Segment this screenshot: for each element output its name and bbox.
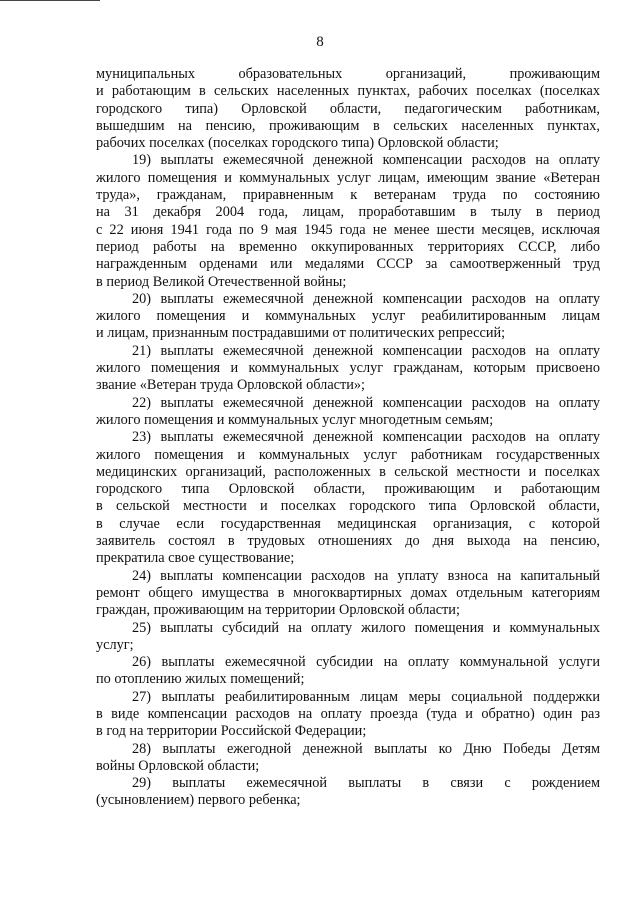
text-line: (усыновлением) первого ребенка; <box>96 792 301 809</box>
text-line: 24) выплаты компенсации расходов на уплату взноса на капитальный <box>132 567 600 584</box>
text-line: период работы на временно оккупированных территориях СССР, либо <box>96 238 600 255</box>
text-line: 25) выплаты субсидий на оплату жилого помещения и коммунальных <box>132 619 600 636</box>
text-line: прекратила свое существование; <box>96 550 295 567</box>
text-line: жилого помещения и коммунальных услуг многодетным семьям; <box>96 411 494 428</box>
text-line: 23) выплаты ежемесячной денежной компенсации расходов на оплату <box>132 429 600 446</box>
text-line: услуг; <box>96 636 134 653</box>
text-line: 20) выплаты ежемесячной денежной компенсации расходов на оплату <box>132 290 600 307</box>
text-line: в год на территории Российской Федерации; <box>96 723 367 740</box>
text-line: по отоплению жилых помещений; <box>96 671 305 688</box>
text-line: жилого помещения и коммунальных услуг гражданам, которым присвоено <box>96 360 600 377</box>
text-line: муниципальных образовательных организаций, проживающим <box>96 66 600 82</box>
text-line: вышедшим на пенсию, проживающим в сельских населенных пунктах, <box>96 117 600 134</box>
text-line: ремонт общего имущества в многоквартирных домах отдельным категориям <box>96 584 600 601</box>
text-line: награжденным орденами или медалями СССР за самоотверженный труд <box>96 256 600 273</box>
text-line: жилого помещения и коммунальных услуг работникам государственных <box>96 446 600 463</box>
text-line: звание «Ветеран труда Орловской области»; <box>96 377 366 394</box>
text-line: и работающим в сельских населенных пунктах, рабочих поселках (поселках <box>96 83 600 100</box>
page-number: 8 <box>316 34 324 50</box>
text-line: труда», гражданам, приравненным к ветеранам труда по состоянию <box>96 187 600 204</box>
text-line: в сельской местности и поселках городского типа Орловской области, <box>96 498 600 515</box>
scan-edge-line <box>0 0 100 1</box>
text-line: 28) выплаты ежегодной денежной выплаты ко Дню Победы Детям <box>132 740 600 757</box>
text-line: и лицам, признанным пострадавшими от политических репрессий; <box>96 325 506 342</box>
text-line: медицинских организаций, расположенных в сельской местности и поселках <box>96 463 600 480</box>
text-line: заявитель состоял в трудовых отношениях до дня выхода на пенсию, <box>96 533 600 550</box>
text-line: с 22 июня 1941 года по 9 мая 1945 года не менее шести месяцев, исключая <box>96 221 600 238</box>
text-line: 29) выплаты ежемесячной выплаты в связи с рождением <box>132 775 600 792</box>
text-line: рабочих поселках (поселках городского типа) Орловской области; <box>96 135 499 152</box>
text-line: жилого помещения и коммунальных услуг лицам, имеющим звание «Ветеран <box>96 169 600 186</box>
text-line: войны Орловской области; <box>96 757 260 774</box>
text-line: 21) выплаты ежемесячной денежной компенсации расходов на оплату <box>132 342 600 359</box>
text-line: жилого помещения и коммунальных услуг реабилитированным лицам <box>96 308 600 325</box>
document-body <box>96 66 600 810</box>
text-line: 26) выплаты ежемесячной субсидии на оплату коммунальной услуги <box>132 654 600 671</box>
text-line: 27) выплаты реабилитированным лицам меры социальной поддержки <box>132 688 600 705</box>
text-line: на 31 декабря 2004 года, лицам, проработавшим в тылу в период <box>96 204 600 221</box>
text-line: граждан, проживающим на территории Орловской области; <box>96 602 460 619</box>
text-line: в период Великой Отечественной войны; <box>96 273 347 290</box>
text-line: 22) выплаты ежемесячной денежной компенсации расходов на оплату <box>132 394 600 411</box>
text-line: в виде компенсации расходов на оплату проезда (туда и обратно) один раз <box>96 705 600 722</box>
text-line: 19) выплаты ежемесячной денежной компенсации расходов на оплату <box>132 152 600 169</box>
text-line: городского типа) Орловской области, педагогическим работникам, <box>96 100 600 117</box>
text-line: в случае если государственная медицинская организация, с которой <box>96 515 600 532</box>
text-line: городского типа Орловской области, проживающим и работающим <box>96 481 600 498</box>
